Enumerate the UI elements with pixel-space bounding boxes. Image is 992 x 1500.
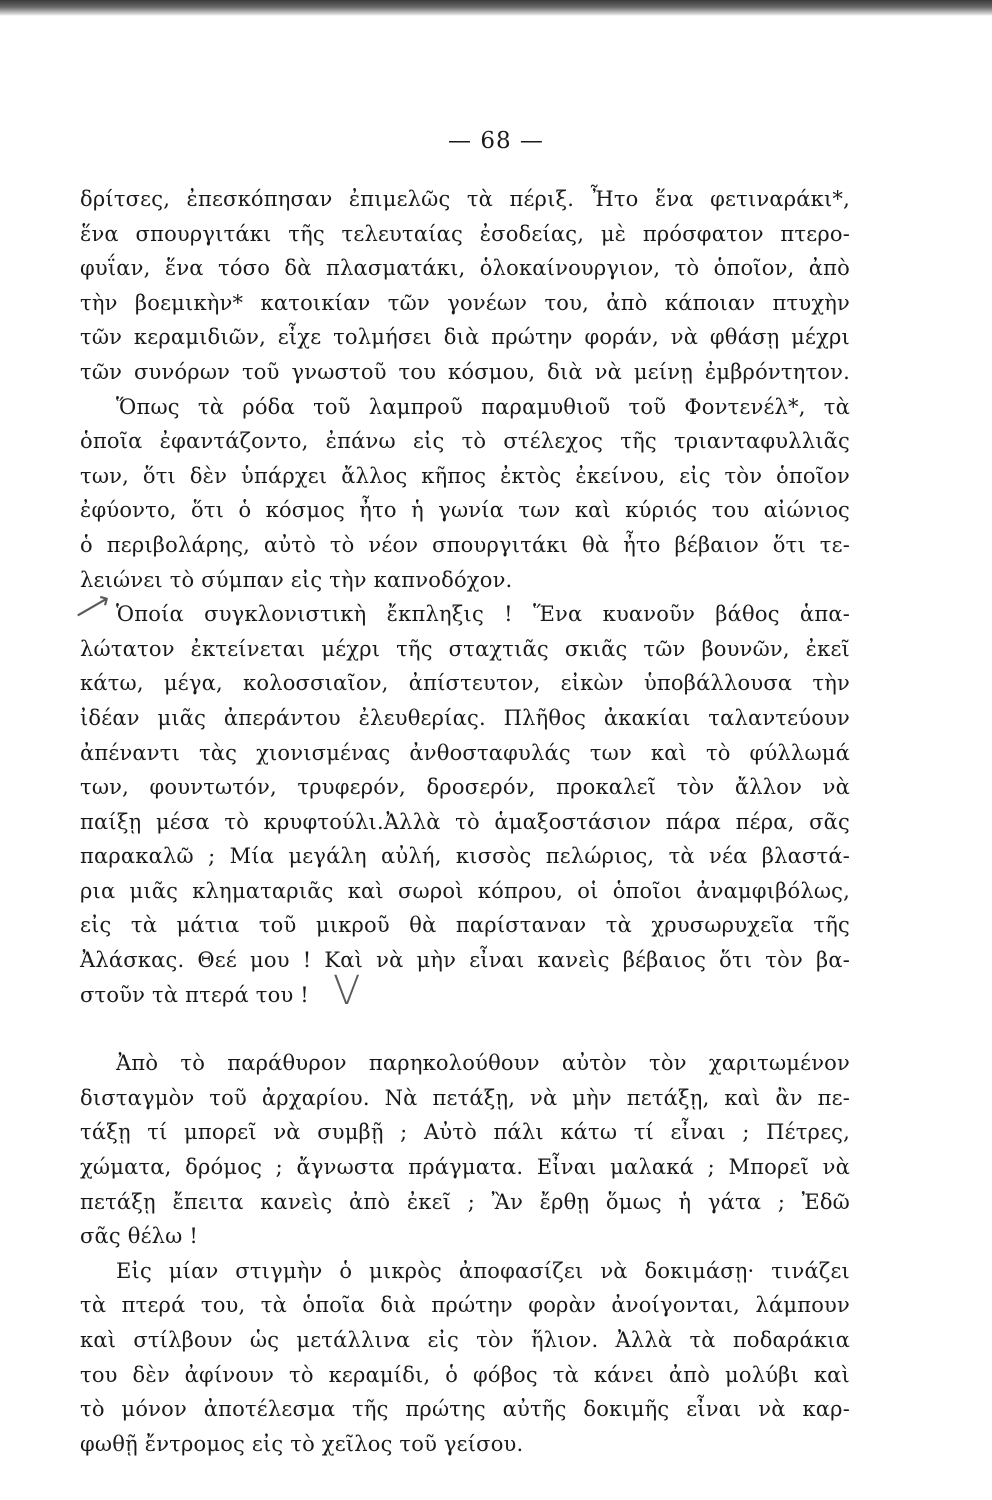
page-number: — 68 —: [448, 128, 544, 154]
text-line: παίξῃ μέσα τὸ κρυφτούλι.Ἀλλὰ τὸ ἁμαξοστάσιον πάρα πέρα, σᾶς: [80, 809, 850, 834]
text-line: Ἀπὸ τὸ παράθυρον παρηκολούθουν αὐτὸν τὸν χαριτωμένον: [116, 1051, 850, 1076]
scan-top-edge: [0, 0, 992, 16]
text-line: δισταγμὸν τοῦ ἀρχαρίου. Νὰ πετάξῃ, νὰ μὴν πετάξῃ, καὶ ἂν πε-: [80, 1085, 850, 1110]
text-line: τὴν βοεμικὴν* κατοικίαν τῶν γονέων του, ἀπὸ κάποιαν πτυχὴν: [80, 290, 850, 315]
text-line: φυΐαν, ἕνα τόσο δὰ πλασματάκι, ὁλοκαίνουργιον, τὸ ὁποῖον, ἀπὸ: [80, 256, 850, 281]
text-line: των, ὅτι δὲν ὑπάρχει ἄλλος κῆπος ἐκτὸς ἐκείνου, εἰς τὸν ὁποῖον: [80, 463, 850, 488]
text-line: ὁποῖα ἐφαντάζοντο, ἐπάνω εἰς τὸ στέλεχος τῆς τριανταφυλλιᾶς: [80, 429, 850, 454]
text-line: τὰ πτερά του, τὰ ὁποῖα διὰ πρώτην φορὰν ἀνοίγονται, λάμπουν: [80, 1293, 850, 1318]
text-line: ἰδέαν μιᾶς ἀπεράντου ἐλευθερίας. Πλῆθος ἀκακίαι ταλαντεύουν: [80, 705, 850, 730]
text-line: τῶν συνόρων τοῦ γνωστοῦ του κόσμου, διὰ νὰ μείνῃ ἐμβρόντητον.: [80, 359, 850, 384]
text-line: ρια μιᾶς κληματαριᾶς καὶ σωροὶ κόπρου, οἱ ὁποῖοι ἀναμφιβόλως,: [80, 878, 850, 903]
text-line: τάξῃ τί μπορεῖ νὰ συμβῇ ; Αὐτὸ πάλι κάτω τί εἶναι ; Πέτρες,: [80, 1120, 850, 1145]
text-line: λειώνει τὸ σύμπαν εἰς τὴν καπνοδόχον.: [80, 567, 513, 592]
text-line: στοῦν τὰ πτερά του !: [80, 982, 309, 1007]
text-line: παρακαλῶ ; Μία μεγάλη αὐλή, κισσὸς πελώριος, τὰ νέα βλαστά-: [80, 844, 850, 869]
text-line: φωθῇ ἔντρομος εἰς τὸ χεῖλος τοῦ γείσου.: [80, 1431, 524, 1456]
text-line: σᾶς θέλω !: [80, 1224, 199, 1249]
text-line: Εἰς μίαν στιγμὴν ὁ μικρὸς ἀποφασίζει νὰ δοκιμάσῃ· τινάζει: [116, 1258, 850, 1283]
handwritten-check-mark: V: [333, 968, 361, 1014]
handwritten-margin-mark: ⟶: [68, 584, 117, 630]
text-line: των, φουντωτόν, τρυφερόν, δροσερόν, προκαλεῖ τὸν ἄλλον νὰ: [80, 775, 850, 800]
text-line: χώματα, δρόμος ; ἄγνωστα πράγματα. Εἶναι μαλακά ; Μπορεῖ νὰ: [80, 1155, 850, 1180]
text-line: δρίτσες, ἐπεσκόπησαν ἐπιμελῶς τὰ πέριξ. Ἦτο ἕνα φετιναράκι*,: [80, 187, 850, 211]
text-line: Ὅπως τὰ ρόδα τοῦ λαμπροῦ παραμυθιοῦ τοῦ Φοντενέλ*, τὰ: [116, 394, 850, 419]
text-line: ἐφύοντο, ὅτι ὁ κόσμος ἦτο ἡ γωνία των καὶ κύριός του αἰώνιος: [80, 498, 850, 523]
text-line: καὶ στίλβουν ὡς μετάλλινα εἰς τὸν ἥλιον. Ἀλλὰ τὰ ποδαράκια: [80, 1328, 850, 1352]
paragraph-1: [80, 182, 850, 390]
text-line: ἀπέναντι τὰς χιονισμένας ἀνθοσταφυλάς των καὶ τὸ φύλλωμά: [80, 740, 850, 765]
text-line: τῶν κεραμιδιῶν, εἶχε τολμήσει διὰ πρώτην φοράν, νὰ φθάσῃ μέχρι: [80, 325, 850, 350]
text-line: λώτατον ἐκτείνεται μέχρι τῆς σταχτιᾶς σκιᾶς τῶν βουνῶν, ἐκεῖ: [80, 636, 850, 661]
paragraph-3: [80, 597, 850, 1012]
paragraph-2: [80, 390, 850, 598]
paragraph-4: [80, 1046, 850, 1254]
text-line: τὸ μόνον ἀποτέλεσμα τῆς πρώτης αὐτῆς δοκιμῆς εἶναι νὰ καρ-: [80, 1397, 850, 1422]
text-line: πετάξῃ ἔπειτα κανεὶς ἀπὸ ἐκεῖ ; Ἂν ἔρθῃ ὅμως ἡ γάτα ; Ἐδῶ: [80, 1189, 850, 1214]
paragraph-5: [80, 1254, 850, 1462]
text-body: [80, 182, 850, 1461]
text-line: ὁ περιβολάρης, αὐτὸ τὸ νέον σπουργιτάκι θὰ ἦτο βέβαιον ὅτι τε-: [80, 532, 850, 557]
text-line: Ὁποία συγκλονιστικὴ ἔκπληξις ! Ἕνα κυανοῦν βάθος ἁπα-: [116, 602, 850, 627]
text-line: Ἀλάσκας. Θεέ μου ! Καὶ νὰ μὴν εἶναι κανεὶς βέβαιος ὅτι τὸν βα-: [80, 948, 850, 973]
text-line: του δὲν ἀφίνουν τὸ κεραμίδι, ὁ φόβος τὰ κάνει ἀπὸ μολύβι καὶ: [80, 1362, 850, 1387]
text-line: εἰς τὰ μάτια τοῦ μικροῦ θὰ παρίσταναν τὰ χρυσωρυχεῖα τῆς: [80, 913, 850, 938]
text-line: ἕνα σπουργιτάκι τῆς τελευταίας ἐσοδείας, μὲ πρόσφατον πτερο-: [80, 221, 850, 246]
text-line: κάτω, μέγα, κολοσσιαῖον, ἀπίστευτον, εἰκὼν ὑποβάλλουσα τὴν: [80, 671, 850, 696]
